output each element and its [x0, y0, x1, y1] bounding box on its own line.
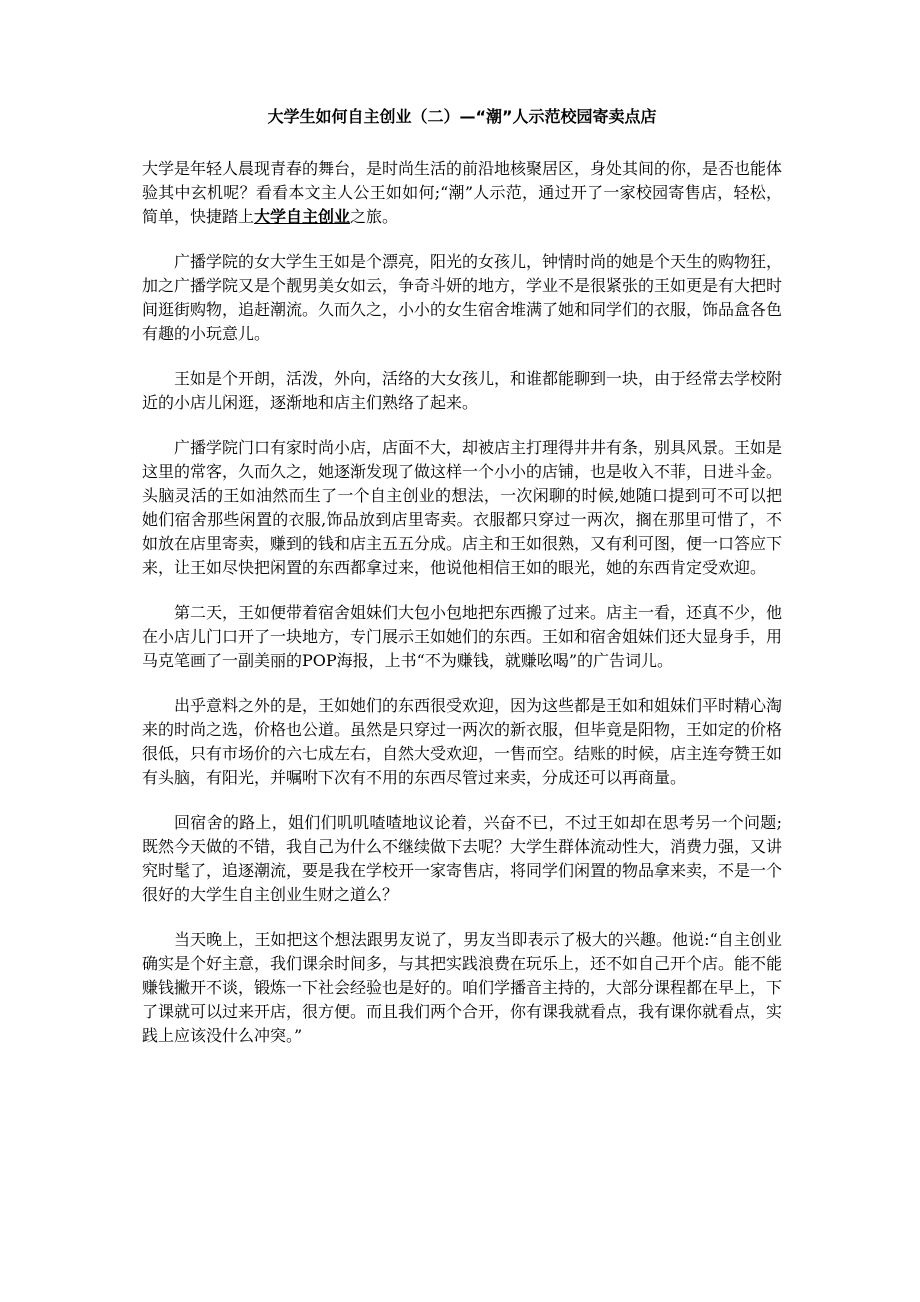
- body-paragraph: 王如是个开朗，活泼，外向，活络的大女孩儿，和谁都能聊到一块，由于经常去学校附近的小店儿闲逛，逐渐地和店主们熟络了起来。: [142, 369, 783, 412]
- body-paragraph: 第二天，王如便带着宿舍姐妹们大包小包地把东西搬了过来。店主一看，还真不少，他在小店儿门口开了一块地方，专门展示王如她们的东西。王如和宿舍姐妹们还大显身手，用马克笔画了一副美丽的POP海报，上书“不为赚钱，就赚吆喝”的广告词儿。: [142, 603, 783, 670]
- body-paragraph: 广播学院的女大学生王如是个漂亮，阳光的女孩儿，钟情时尚的她是个天生的购物狂，加之广播学院又是个靓男美女如云，争奇斗妍的地方，学业不是很紧张的王如更是有大把时间逛街购物，追赶潮流。久而久之，小小的女生宿舍堆满了她和同学们的衣服，饰品盒各色有趣的小玩意儿。: [142, 252, 783, 343]
- body-paragraph: 当天晚上，王如把这个想法跟男友说了，男友当即表示了极大的兴趣。他说:“自主创业确实是个好主意，我们课余时间多，与其把实践浪费在玩乐上，还不如自己开个店。能不能赚钱撇开不谈，锻炼一下社会经验也是好的。咱们学播音主持的，大部分课程都在早上，下了课就可以过来开店，很方便。而且我们两个合开，你有课我就看点，我有课你就看点，实践上应该没什么冲突。”: [142, 930, 783, 1045]
- body-paragraph: 出乎意料之外的是，王如她们的东西很受欢迎，因为这些都是王如和姐妹们平时精心淘来的时尚之选，价格也公道。虽然是只穿过一两次的新衣服，但毕竟是阳物，王如定的价格很低，只有市场价的六七成左右，自然大受欢迎，一售而空。结账的时候，店主连夸赞王如有头脑，有阳光，并嘱咐下次有不用的东西尽管过来卖，分成还可以再商量。: [142, 696, 783, 787]
- intro-text-before-link: 大学是年轻人晨现青春的舞台，是时尚生活的前沿地核聚居区，身处其间的你，是否也能体验其中玄机呢？看看本文主人公王如如何;“潮”人示范，通过开了一家校园寄售店，轻松，简单，快捷踏上: [142, 159, 783, 226]
- body-paragraph: 回宿舍的路上，姐们们叽叽喳喳地议论着，兴奋不已，不过王如却在思考另一个问题;既然今天做的不错，我自己为什么不继续做下去呢？大学生群体流动性大，消费力强，又讲究时髦了，追逐潮流，要是我在学校开一家寄售店，将同学们闲置的物品拿来卖，不是一个很好的大学生自主创业生财之道么？: [142, 813, 783, 904]
- intro-paragraph: [142, 157, 782, 229]
- body-paragraph: 广播学院门口有家时尚小店，店面不大，却被店主打理得井井有条，别具风景。王如是这里的常客，久而久之，她逐渐发现了做这样一个小小的店铺，也是收入不菲，日进斗金。头脑灵活的王如油然而生了一个自主创业的想法，一次闲聊的时候,她随口提到可不可以把她们宿舍那些闲置的衣服,饰品放到店里寄卖。衣服都只穿过一两次，搁在那里可惜了，不如放在店里寄卖，赚到的钱和店主五五分成。店主和王如很熟，又有利可图，便一口答应下来，让王如尽快把闲置的东西都拿过来，他说他相信王如的眼光，她的东西肯定受欢迎。: [142, 438, 783, 577]
- document-page: [142, 105, 782, 1069]
- document-title: 大学生如何自主创业（二）—“潮”人示范校园寄卖点店: [267, 107, 657, 126]
- keyword-link[interactable]: 大学自主创业: [254, 207, 351, 226]
- intro-text-after-link: 之旅。: [350, 207, 399, 226]
